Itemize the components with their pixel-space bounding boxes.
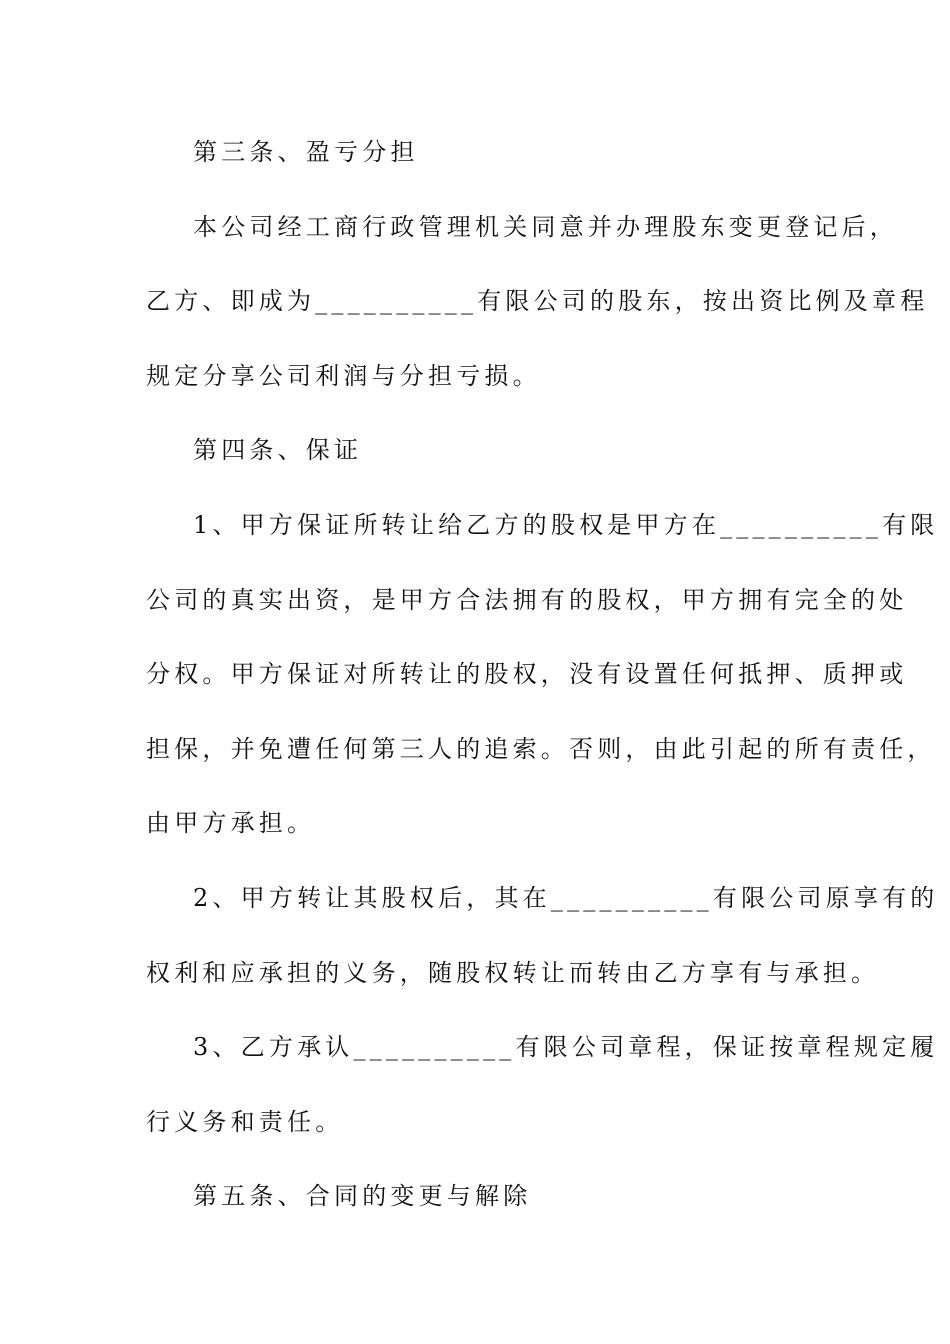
- paragraph-line: 行义务和责任。: [146, 1108, 344, 1136]
- paragraph-line: 权利和应承担的义务，随股权转让而转由乙方享有与承担。: [146, 959, 880, 987]
- paragraph-line: 本公司经工商行政管理机关同意并办理股东变更登记后，: [193, 213, 898, 241]
- heading-article-4: 第四条、保证: [193, 436, 363, 464]
- paragraph-line: 公司的真实出资，是甲方合法拥有的股权，甲方拥有完全的处: [146, 586, 908, 614]
- heading-article-3: 第三条、盈亏分担: [193, 138, 419, 166]
- heading-article-5: 第五条、合同的变更与解除: [193, 1182, 532, 1210]
- paragraph-line: 由甲方承担。: [146, 809, 316, 837]
- paragraph-line: 1、甲方保证所转让给乙方的股权是甲方在__________有限: [193, 511, 939, 539]
- paragraph-line: 3、乙方承认__________有限公司章程，保证按章程规定履: [193, 1033, 939, 1061]
- paragraph-line: 规定分享公司利润与分担亏损。: [146, 362, 541, 390]
- paragraph-line: 担保，并免遭任何第三人的追索。否则，由此引起的所有责任，: [146, 735, 936, 763]
- paragraph-line: 分权。甲方保证对所转让的股权，没有设置任何抵押、质押或: [146, 660, 908, 688]
- paragraph-line: 乙方、即成为__________有限公司的股东，按出资比例及章程: [146, 287, 929, 315]
- paragraph-line: 2、甲方转让其股权后，其在__________有限公司原享有的: [193, 884, 939, 912]
